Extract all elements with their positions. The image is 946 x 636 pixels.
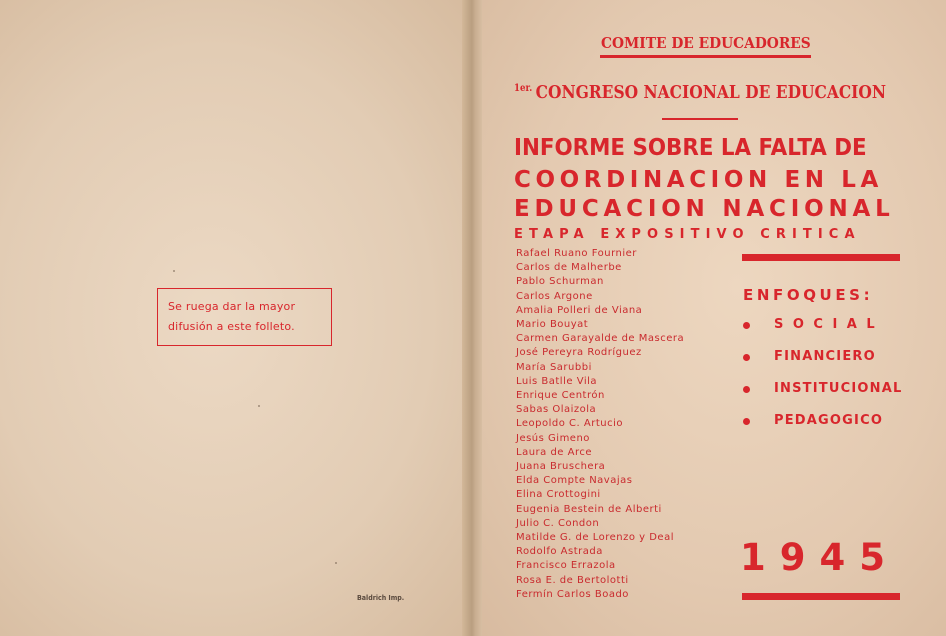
author-name: Sabas Olaizola [516,404,597,416]
authors-list [516,247,684,602]
author-name: Pablo Schurman [516,276,604,288]
focus-item [743,413,902,445]
notice-box [157,288,332,346]
author-name: Rosa E. de Bertolotti [516,574,629,586]
bullet-icon [743,386,750,393]
author-name: Jesús Gimeno [516,432,590,444]
divider-rule [662,118,738,120]
title-line-1: INFORME SOBRE LA FALTA DE [514,135,867,161]
paper-speck [335,562,337,564]
author-name: Luis Batlle Vila [516,375,598,387]
bullet-icon [743,322,750,329]
author-name: Rafael Ruano Fournier [516,248,637,259]
author-name: María Sarubbi [516,361,592,373]
top-red-bar [742,254,900,261]
printer-mark: Baldrich Imp. [357,594,405,602]
author-name: Elina Crottogini [516,489,601,501]
congress-ordinal: 1er. [514,83,533,94]
congress-heading [514,82,886,103]
author-name: Mario Bouyat [516,319,589,331]
left-page [0,0,470,636]
author-name: Rodolfo Astrada [516,546,603,558]
book-spine [462,0,484,636]
notice-line-2: difusión a este folleto. [168,320,295,333]
author-name: Enrique Centrón [516,390,605,402]
paper-speck [173,270,175,272]
committee-underline [600,55,811,58]
paper-speck [258,405,260,407]
title-line-2: COORDINACION EN LA [514,167,883,193]
author-name: Laura de Arce [516,446,593,458]
author-name: Elda Compte Navajas [516,475,633,487]
focus-item [743,317,902,349]
author-name: Amalia Polleri de Viana [516,304,643,316]
congress-name: CONGRESO NACIONAL DE EDUCACION [535,82,887,103]
focus-list [743,317,902,445]
focus-label: INSTITUCIONAL [774,381,903,396]
author-name: Carlos de Malherbe [516,262,622,274]
author-name: Matilde G. de Lorenzo y Deal [516,532,674,544]
notice-line-1: Se ruega dar la mayor [168,300,296,313]
focus-heading: ENFOQUES: [743,286,874,304]
author-name: Julio C. Condon [516,517,600,529]
author-name: Carlos Argone [516,290,593,302]
focus-label: FINANCIERO [774,349,876,364]
author-name: José Pereyra Rodríguez [516,347,642,359]
author-name: Eugenia Bestein de Alberti [516,503,662,515]
author-name: Fermín Carlos Boado [516,588,629,600]
author-name: Francisco Errazola [516,560,616,572]
bullet-icon [743,354,750,361]
stage-subtitle: ETAPA EXPOSITIVO CRITICA [514,227,861,242]
author-name: Juana Bruschera [516,461,606,473]
focus-item [743,349,902,381]
author-name: Carmen Garayalde de Mascera [516,333,685,345]
focus-label: PEDAGOGICO [774,413,884,428]
title-line-3: EDUCACION NACIONAL [514,196,895,222]
focus-label: SOCIAL [774,317,885,332]
bottom-red-bar [742,593,900,600]
committee-heading: COMITE DE EDUCADORES [601,34,811,52]
author-name: Leopoldo C. Artucio [516,418,623,430]
year: 1945 [740,536,899,579]
focus-item [743,381,902,413]
bullet-icon [743,418,750,425]
